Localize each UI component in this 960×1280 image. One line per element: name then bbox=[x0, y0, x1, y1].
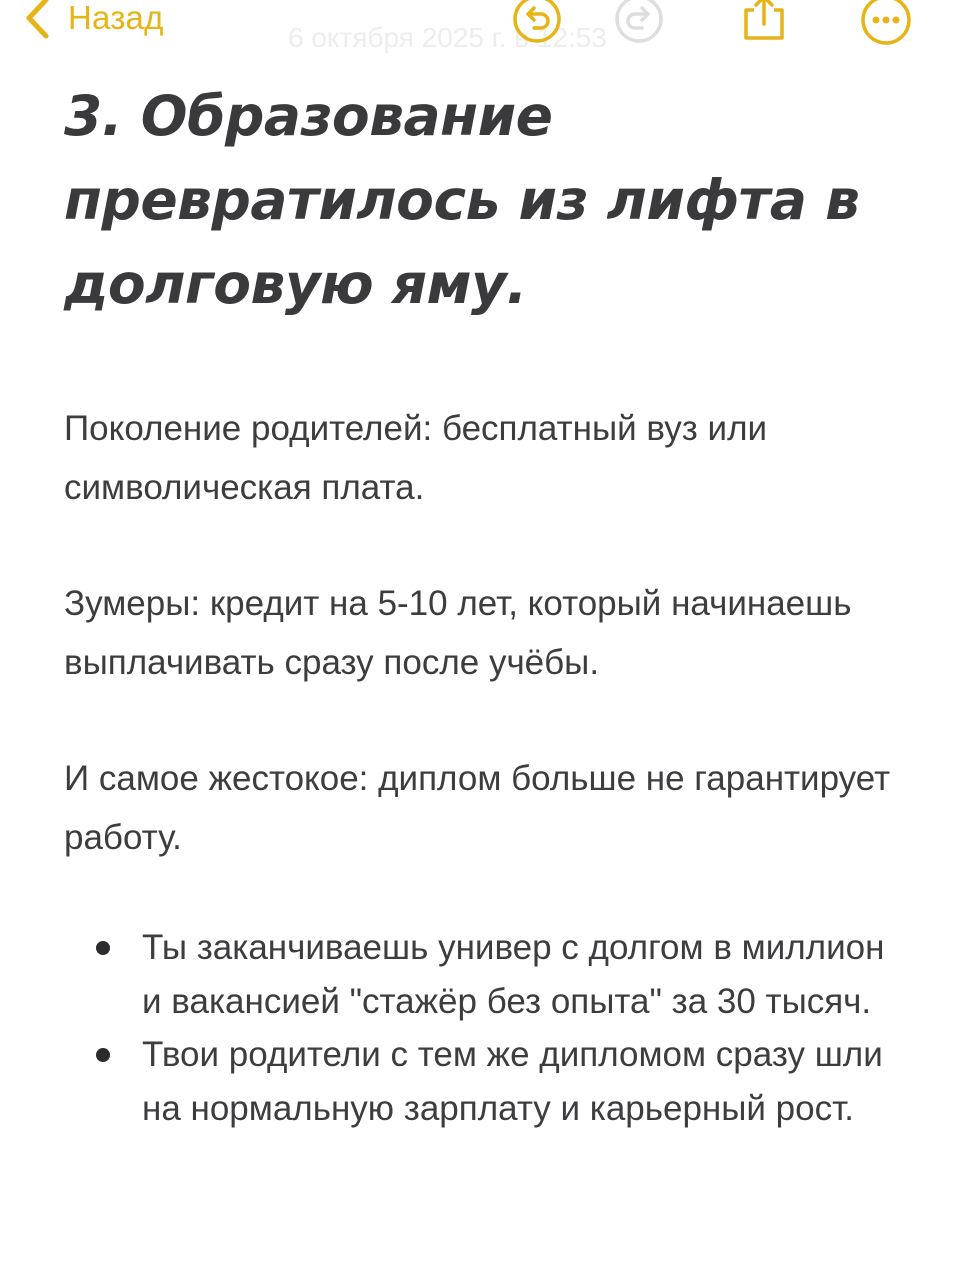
bullet-text: Твои родители с тем же дипломом сразу шли на нормальную зарплату и карьерный рост. bbox=[142, 1035, 883, 1128]
note-paragraph: И самое жестокое: диплом больше не гарантирует работу. bbox=[64, 759, 891, 857]
note-body[interactable] bbox=[64, 74, 904, 1135]
back-label: Назад bbox=[68, 0, 164, 36]
note-date: 6 октября 2025 г. в 12:53 bbox=[288, 22, 607, 53]
bullet-dot-icon bbox=[96, 1048, 110, 1062]
bullet-text: Ты заканчиваешь универ с долгом в миллион и вакансией "стажёр без опыта" за 30 тысяч. bbox=[142, 928, 885, 1021]
back-button[interactable] bbox=[24, 0, 164, 42]
undo-button[interactable] bbox=[512, 0, 562, 44]
share-icon bbox=[740, 0, 788, 44]
note-paragraph: Поколение родителей: бесплатный вуз или символическая плата. bbox=[64, 409, 768, 507]
navigation-bar bbox=[0, 0, 960, 60]
note-title: 3. Образование превратилось из лифта в долговую яму. bbox=[64, 84, 860, 316]
share-button[interactable] bbox=[740, 0, 788, 44]
undo-icon bbox=[512, 0, 562, 44]
bullet-item bbox=[64, 921, 904, 1028]
bullet-dot-icon bbox=[96, 941, 110, 955]
bullet-list bbox=[64, 921, 904, 1135]
more-button[interactable] bbox=[860, 0, 912, 46]
bullet-item bbox=[64, 1028, 904, 1135]
more-icon bbox=[860, 0, 912, 46]
chevron-left-icon bbox=[24, 0, 50, 40]
note-paragraph: Зумеры: кредит на 5-10 лет, который начинаешь выплачивать сразу после учёбы. bbox=[64, 584, 852, 682]
redo-button[interactable] bbox=[614, 0, 664, 44]
redo-icon bbox=[614, 0, 664, 44]
